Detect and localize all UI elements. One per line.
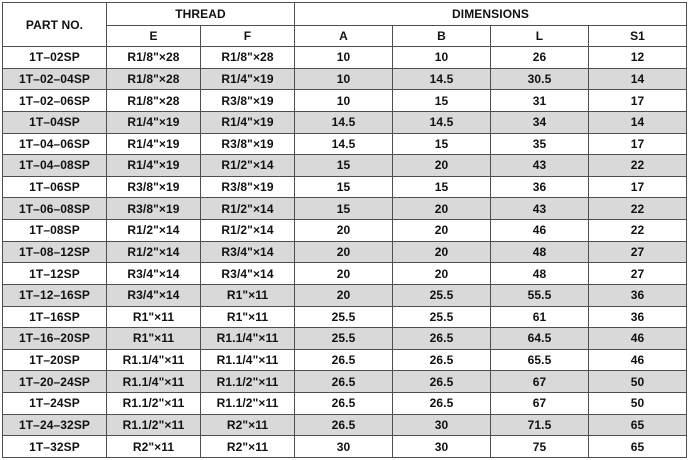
header-col-f: F <box>201 26 295 47</box>
dim-a-cell: 20 <box>295 284 393 306</box>
table-row <box>3 328 687 350</box>
part-no-cell: 1T–06–08SP <box>3 198 107 220</box>
thread-f-cell: R1/8"×28 <box>201 47 295 69</box>
thread-f-cell: R1/2"×14 <box>201 220 295 242</box>
thread-e-cell: R1"×11 <box>107 306 201 328</box>
thread-e-cell: R1/4"×19 <box>107 155 201 177</box>
thread-e-cell: R1/8"×28 <box>107 68 201 90</box>
part-no-cell: 1T–12–16SP <box>3 284 107 306</box>
dim-s1-cell: 12 <box>589 47 687 69</box>
part-no-cell: 1T–12SP <box>3 263 107 285</box>
dim-s1-cell: 50 <box>589 371 687 393</box>
thread-f-cell: R1"×11 <box>201 306 295 328</box>
dim-a-cell: 25.5 <box>295 328 393 350</box>
dim-l-cell: 31 <box>491 90 589 112</box>
thread-e-cell: R1/8"×28 <box>107 47 201 69</box>
thread-f-cell: R1.1/2"×11 <box>201 393 295 415</box>
table-row <box>3 155 687 177</box>
dim-a-cell: 30 <box>295 436 393 458</box>
thread-e-cell: R1.1/4"×11 <box>107 349 201 371</box>
dim-l-cell: 46 <box>491 220 589 242</box>
dim-l-cell: 64.5 <box>491 328 589 350</box>
dim-a-cell: 15 <box>295 198 393 220</box>
dim-l-cell: 26 <box>491 47 589 69</box>
dim-l-cell: 71.5 <box>491 414 589 436</box>
header-col-a: A <box>295 26 393 47</box>
part-no-cell: 1T–32SP <box>3 436 107 458</box>
dim-a-cell: 14.5 <box>295 133 393 155</box>
dim-b-cell: 25.5 <box>393 284 491 306</box>
dim-l-cell: 35 <box>491 133 589 155</box>
dim-s1-cell: 65 <box>589 436 687 458</box>
dim-s1-cell: 22 <box>589 198 687 220</box>
dim-l-cell: 30.5 <box>491 68 589 90</box>
part-no-cell: 1T–02–04SP <box>3 68 107 90</box>
dim-a-cell: 20 <box>295 241 393 263</box>
thread-e-cell: R3/4"×14 <box>107 263 201 285</box>
thread-f-cell: R3/4"×14 <box>201 263 295 285</box>
dim-s1-cell: 46 <box>589 349 687 371</box>
thread-e-cell: R2"×11 <box>107 436 201 458</box>
dim-l-cell: 43 <box>491 155 589 177</box>
dim-l-cell: 36 <box>491 176 589 198</box>
dim-s1-cell: 22 <box>589 220 687 242</box>
thread-f-cell: R1"×11 <box>201 284 295 306</box>
thread-f-cell: R3/4"×14 <box>201 241 295 263</box>
dim-s1-cell: 27 <box>589 241 687 263</box>
dim-s1-cell: 50 <box>589 393 687 415</box>
thread-e-cell: R1"×11 <box>107 328 201 350</box>
part-no-cell: 1T–06SP <box>3 176 107 198</box>
dim-b-cell: 20 <box>393 220 491 242</box>
header-col-e: E <box>107 26 201 47</box>
dim-a-cell: 10 <box>295 90 393 112</box>
table-row <box>3 241 687 263</box>
dim-b-cell: 25.5 <box>393 306 491 328</box>
part-no-cell: 1T–24–32SP <box>3 414 107 436</box>
header-part-no: PART NO. <box>3 3 107 47</box>
part-no-cell: 1T–20–24SP <box>3 371 107 393</box>
table-row <box>3 263 687 285</box>
table-row <box>3 90 687 112</box>
header-dimensions: DIMENSIONS <box>295 3 687 26</box>
dim-a-cell: 26.5 <box>295 371 393 393</box>
dim-b-cell: 26.5 <box>393 393 491 415</box>
dim-b-cell: 20 <box>393 241 491 263</box>
thread-e-cell: R3/8"×19 <box>107 198 201 220</box>
thread-f-cell: R3/8"×19 <box>201 133 295 155</box>
dim-s1-cell: 17 <box>589 90 687 112</box>
dim-b-cell: 30 <box>393 436 491 458</box>
thread-e-cell: R3/4"×14 <box>107 284 201 306</box>
thread-f-cell: R1/2"×14 <box>201 155 295 177</box>
dim-a-cell: 20 <box>295 263 393 285</box>
dim-b-cell: 20 <box>393 263 491 285</box>
table-row <box>3 68 687 90</box>
thread-f-cell: R1/4"×19 <box>201 111 295 133</box>
thread-f-cell: R1/4"×19 <box>201 68 295 90</box>
dim-a-cell: 26.5 <box>295 414 393 436</box>
dim-s1-cell: 17 <box>589 133 687 155</box>
table-row <box>3 349 687 371</box>
dim-s1-cell: 65 <box>589 414 687 436</box>
dim-b-cell: 26.5 <box>393 371 491 393</box>
dim-b-cell: 26.5 <box>393 328 491 350</box>
header-thread: THREAD <box>107 3 295 26</box>
part-no-cell: 1T–20SP <box>3 349 107 371</box>
dim-l-cell: 48 <box>491 263 589 285</box>
part-no-cell: 1T–02SP <box>3 47 107 69</box>
thread-f-cell: R1/2"×14 <box>201 198 295 220</box>
dim-b-cell: 30 <box>393 414 491 436</box>
thread-f-cell: R1.1/4"×11 <box>201 328 295 350</box>
header-col-b: B <box>393 26 491 47</box>
dim-b-cell: 14.5 <box>393 68 491 90</box>
table-row <box>3 393 687 415</box>
dim-a-cell: 10 <box>295 47 393 69</box>
dim-b-cell: 15 <box>393 90 491 112</box>
header-col-l: L <box>491 26 589 47</box>
table-row <box>3 111 687 133</box>
dim-a-cell: 26.5 <box>295 349 393 371</box>
dim-a-cell: 15 <box>295 155 393 177</box>
thread-e-cell: R1/4"×19 <box>107 111 201 133</box>
part-no-cell: 1T–16SP <box>3 306 107 328</box>
dim-l-cell: 48 <box>491 241 589 263</box>
thread-e-cell: R3/8"×19 <box>107 176 201 198</box>
dim-s1-cell: 36 <box>589 284 687 306</box>
dim-b-cell: 15 <box>393 176 491 198</box>
thread-e-cell: R1/4"×19 <box>107 133 201 155</box>
table-row <box>3 284 687 306</box>
fitting-spec-table <box>2 2 687 458</box>
table-row <box>3 220 687 242</box>
thread-f-cell: R3/8"×19 <box>201 176 295 198</box>
table-row <box>3 306 687 328</box>
dim-l-cell: 67 <box>491 371 589 393</box>
dim-a-cell: 20 <box>295 220 393 242</box>
dim-s1-cell: 46 <box>589 328 687 350</box>
part-no-cell: 1T–08SP <box>3 220 107 242</box>
table-row <box>3 47 687 69</box>
thread-f-cell: R1.1/2"×11 <box>201 371 295 393</box>
thread-e-cell: R1.1/2"×11 <box>107 393 201 415</box>
part-no-cell: 1T–08–12SP <box>3 241 107 263</box>
dim-s1-cell: 22 <box>589 155 687 177</box>
dim-b-cell: 20 <box>393 155 491 177</box>
table-row <box>3 133 687 155</box>
dim-a-cell: 14.5 <box>295 111 393 133</box>
table-row <box>3 436 687 458</box>
part-no-cell: 1T–04–08SP <box>3 155 107 177</box>
dim-s1-cell: 14 <box>589 111 687 133</box>
dim-l-cell: 43 <box>491 198 589 220</box>
dim-a-cell: 26.5 <box>295 393 393 415</box>
thread-f-cell: R2"×11 <box>201 414 295 436</box>
part-no-cell: 1T–04–06SP <box>3 133 107 155</box>
part-no-cell: 1T–04SP <box>3 111 107 133</box>
part-no-cell: 1T–16–20SP <box>3 328 107 350</box>
table-row <box>3 371 687 393</box>
dim-b-cell: 20 <box>393 198 491 220</box>
table-row <box>3 198 687 220</box>
dim-a-cell: 10 <box>295 68 393 90</box>
dim-b-cell: 14.5 <box>393 111 491 133</box>
thread-e-cell: R1/2"×14 <box>107 220 201 242</box>
table-row <box>3 414 687 436</box>
dim-l-cell: 34 <box>491 111 589 133</box>
table-body <box>3 47 687 458</box>
dim-l-cell: 55.5 <box>491 284 589 306</box>
dim-l-cell: 65.5 <box>491 349 589 371</box>
thread-e-cell: R1.1/4"×11 <box>107 371 201 393</box>
thread-e-cell: R1/2"×14 <box>107 241 201 263</box>
dim-s1-cell: 27 <box>589 263 687 285</box>
thread-f-cell: R2"×11 <box>201 436 295 458</box>
table-row <box>3 176 687 198</box>
header-col-s1: S1 <box>589 26 687 47</box>
dim-l-cell: 75 <box>491 436 589 458</box>
dim-b-cell: 15 <box>393 133 491 155</box>
dim-l-cell: 61 <box>491 306 589 328</box>
dim-a-cell: 15 <box>295 176 393 198</box>
dim-b-cell: 26.5 <box>393 349 491 371</box>
dim-s1-cell: 14 <box>589 68 687 90</box>
thread-f-cell: R3/8"×19 <box>201 90 295 112</box>
dim-b-cell: 10 <box>393 47 491 69</box>
thread-e-cell: R1/8"×28 <box>107 90 201 112</box>
dim-l-cell: 67 <box>491 393 589 415</box>
part-no-cell: 1T–24SP <box>3 393 107 415</box>
thread-f-cell: R1.1/4"×11 <box>201 349 295 371</box>
dim-s1-cell: 17 <box>589 176 687 198</box>
thread-e-cell: R1.1/2"×11 <box>107 414 201 436</box>
dim-s1-cell: 36 <box>589 306 687 328</box>
table-header <box>3 3 687 47</box>
dim-a-cell: 25.5 <box>295 306 393 328</box>
part-no-cell: 1T–02–06SP <box>3 90 107 112</box>
